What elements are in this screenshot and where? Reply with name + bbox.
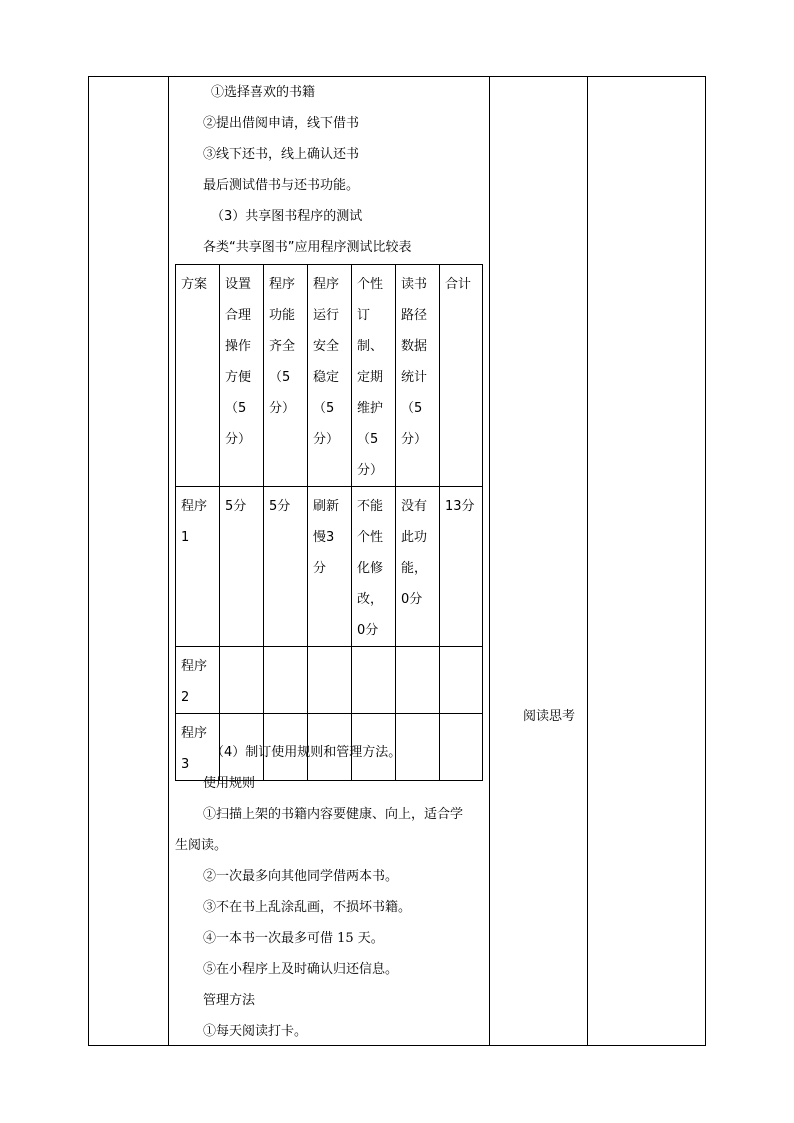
lesson-table	[88, 76, 706, 1046]
table-caption: 各类“共享图书”应用程序测试比较表	[203, 240, 412, 255]
management-title: 管理方法	[203, 993, 256, 1008]
table-cell: 不能个性化修改，0分	[352, 487, 396, 647]
table-cell	[396, 647, 440, 714]
table-row	[176, 647, 483, 714]
header-cell: 设置合理操作方便（5分）	[220, 265, 264, 487]
rule-1-line1: ①扫描上架的书籍内容要健康、向上，适合学	[203, 807, 464, 822]
rules-title: 使用规则	[203, 776, 256, 791]
final-test-text: 最后测试借书与还书功能。	[203, 178, 360, 193]
table-header-row	[176, 265, 483, 487]
rule-3: ③不在书上乱涂乱画，不损坏书籍。	[203, 900, 412, 915]
header-cell: 程序功能齐全（5分）	[264, 265, 308, 487]
table-cell	[440, 647, 483, 714]
rule-4: ④一本书一次最多可借 15 天。	[203, 931, 384, 946]
step-return-book: ③线下还书，线上确认还书	[203, 147, 360, 162]
table-cell: 5分	[220, 487, 264, 647]
table-cell: 程序2	[176, 647, 220, 714]
side-label: 阅读思考	[523, 709, 576, 724]
step-select-book: ①选择喜欢的书籍	[211, 85, 316, 100]
step-apply-borrow: ②提出借阅申请，线下借书	[203, 116, 360, 131]
table-cell	[308, 647, 352, 714]
column-divider	[489, 77, 490, 1045]
content-cell	[169, 77, 489, 1047]
header-cell: 程序运行安全稳定（5分）	[308, 265, 352, 487]
table-row	[176, 487, 483, 647]
table-cell: 刷新慢3分	[308, 487, 352, 647]
header-cell: 合计	[440, 265, 483, 487]
table-cell	[352, 647, 396, 714]
header-cell: 方案	[176, 265, 220, 487]
table-cell	[220, 647, 264, 714]
rule-2: ②一次最多向其他同学借两本书。	[203, 869, 399, 884]
table-cell	[264, 647, 308, 714]
rule-5: ⑤在小程序上及时确认归还信息。	[203, 962, 399, 977]
header-cell: 个性订制、定期维护（5分）	[352, 265, 396, 487]
table-cell: 5分	[264, 487, 308, 647]
table-cell: 程序1	[176, 487, 220, 647]
management-item: ①每天阅读打卡。	[203, 1024, 308, 1039]
header-cell: 读书路径数据统计（5分）	[396, 265, 440, 487]
section3-title: （3）共享图书程序的测试	[211, 209, 363, 224]
section4-title: （4）制订使用规则和管理方法。	[211, 745, 402, 760]
table-cell: 13分	[440, 487, 483, 647]
comparison-table	[175, 264, 483, 781]
table-cell: 程序3	[176, 714, 220, 781]
column-divider	[587, 77, 588, 1045]
rule-1-line2: 生阅读。	[175, 838, 228, 853]
table-cell: 没有此功能，0分	[396, 487, 440, 647]
